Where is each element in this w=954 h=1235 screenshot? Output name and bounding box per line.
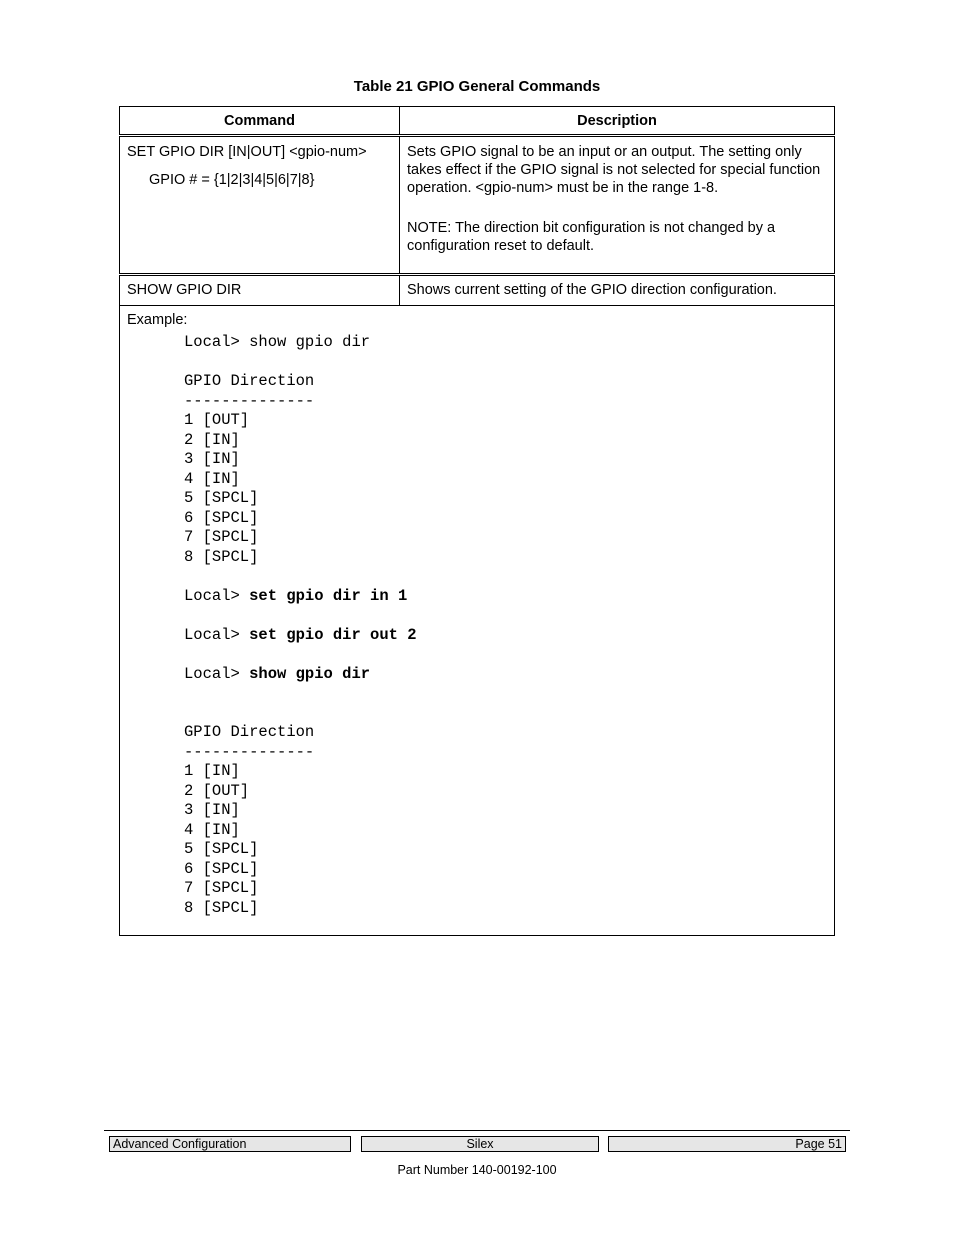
code-line: 2 [OUT] xyxy=(184,781,250,800)
example-row xyxy=(120,306,835,936)
command-cell xyxy=(120,275,400,306)
footer-divider xyxy=(104,1130,850,1131)
code-line: 8 [SPCL] xyxy=(184,898,259,917)
footer-company: Silex xyxy=(361,1136,599,1152)
example-label: Example: xyxy=(127,312,188,328)
code-line: Local> set gpio dir out 2 xyxy=(184,625,417,644)
table-caption: Table 21 GPIO General Commands xyxy=(353,78,601,95)
footer-page-number: Page 51 xyxy=(608,1136,846,1152)
code-rule: -------------- xyxy=(184,742,315,761)
code-line: 6 [SPCL] xyxy=(184,859,259,878)
command-text: SET GPIO DIR [IN|OUT] <gpio-num> xyxy=(127,144,367,160)
column-header-description: Description xyxy=(400,107,835,136)
code-line: 3 [IN] xyxy=(184,801,240,819)
footer-section-title: Advanced Configuration xyxy=(109,1136,351,1152)
code-heading: GPIO Direction xyxy=(184,723,315,741)
description-note: NOTE: The direction bit configuration is not changed by a configuration reset to default. xyxy=(407,220,776,254)
code-line: 5 [SPCL] xyxy=(184,840,259,858)
table-row xyxy=(120,275,835,306)
code-line: 4 [IN] xyxy=(184,469,240,488)
description-text: Sets GPIO signal to be an input or an output. The setting only takes effect if the GPIO signal is not selected for special function operation. <gpio-num> must be in the range 1-8. xyxy=(407,144,821,196)
code-line: Local> show gpio dir xyxy=(184,333,371,351)
command-cell xyxy=(120,136,400,275)
code-line: 8 [SPCL] xyxy=(184,547,259,566)
description-text: Shows current setting of the GPIO direction configuration. xyxy=(407,282,777,298)
code-line: 2 [IN] xyxy=(184,430,240,449)
code-line: 7 [SPCL] xyxy=(184,879,259,897)
code-line: Local> show gpio dir xyxy=(184,664,371,683)
example-code-block xyxy=(184,333,827,918)
table-header-row xyxy=(120,107,835,136)
gpio-commands-table xyxy=(119,106,835,936)
table-row xyxy=(120,136,835,275)
code-line: 4 [IN] xyxy=(184,820,240,839)
column-header-command: Command xyxy=(120,107,400,136)
description-cell xyxy=(400,275,835,306)
footer-part-number: Part Number 140-00192-100 xyxy=(397,1163,557,1177)
code-line: 6 [SPCL] xyxy=(184,508,259,527)
code-line: 3 [IN] xyxy=(184,450,240,468)
code-heading: GPIO Direction xyxy=(184,372,315,390)
example-cell xyxy=(120,306,835,936)
code-line: 7 [SPCL] xyxy=(184,528,259,546)
code-line: 1 [OUT] xyxy=(184,411,250,429)
command-parameter: GPIO # = {1|2|3|4|5|6|7|8} xyxy=(149,172,315,188)
code-rule: -------------- xyxy=(184,391,315,410)
code-line: 5 [SPCL] xyxy=(184,489,259,507)
code-line: Local> set gpio dir in 1 xyxy=(184,586,408,605)
command-text: SHOW GPIO DIR xyxy=(127,282,242,298)
code-line: 1 [IN] xyxy=(184,762,240,780)
description-cell xyxy=(400,136,835,275)
